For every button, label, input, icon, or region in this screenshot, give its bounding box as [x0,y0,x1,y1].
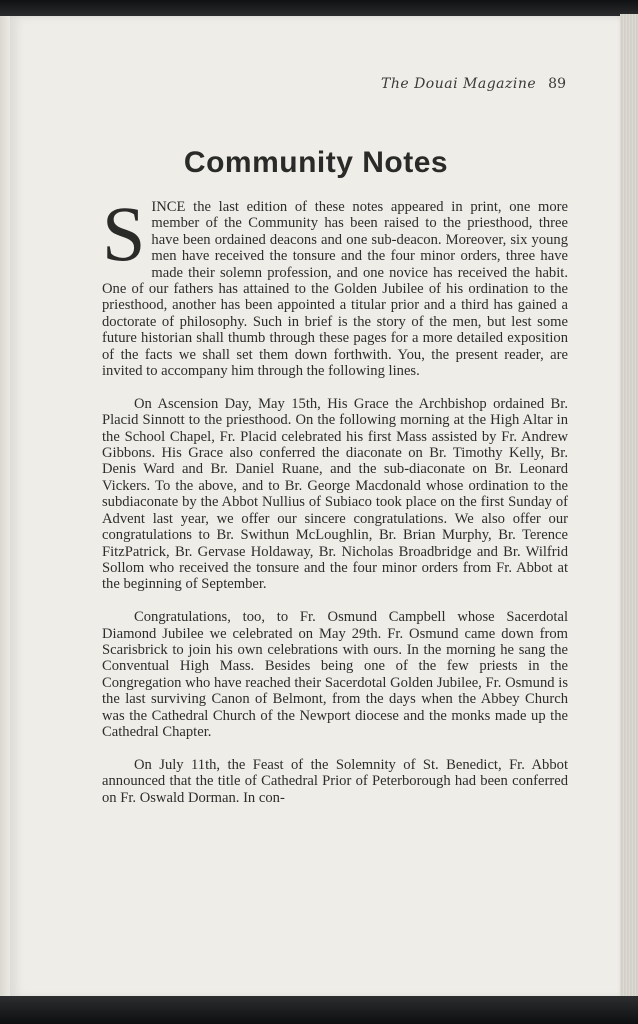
article-body [102,190,568,822]
paragraph-1-text: INCE the last edition of these notes appeared in print, one more member of the Community has been raised to the priesthood, three have been ordained deacons and one sub-deacon. Moreover, six young men have received the tonsure and the four minor orders, three have made their solemn profession, and one novice has received the habit. One of our fathers has attained to the Golden Jubilee of his ordination to the priesthood, another has been appointed a titular prior and a third has gained a doctorate of philosophy. Such in brief is the story of the men, but lest some future historian shall thumb through these pages for a more detailed exposition of the facts we shall set them down forthwith. You, the present reader, are invited to accompany him through the following lines. [102,199,568,380]
book-cover-bottom-edge [0,996,638,1024]
book-cover-top-edge [0,0,638,16]
magazine-title: The Douai Magazine [380,76,537,92]
paragraph-2: On Ascension Day, May 15th, His Grace the Archbishop ordained Br. Placid Sinnott to the priesthood. On the following morning at the High Altar in the School Chapel, Fr. Placid celebrated his first Mass assisted by Fr. Andrew Gibbons. His Grace also conferred the diaconate on Br. Timothy Kelly, Br. Denis Ward and Br. Daniel Ruane, and the sub-diaconate on Br. Leonard Vickers. To the above, and to Br. George Macdonald whose ordination to the subdiaconate by the Abbot Nullius of Subiaco took place on the first Sunday of Advent last year, we offer our sincere congratulations. We also offer our congratulations to Br. Swithun McLoughlin, Br. Brian Murphy, Br. Terence FitzPatrick, Br. Gervase Holdaway, Br. Nicholas Broadbridge and Br. Wilfrid Sollom who received the tonsure and the four minor orders from Fr. Abbot at the beginning of September. [102,395,568,593]
running-header [381,76,566,92]
magazine-page [10,16,622,998]
page-stack-edge [620,14,638,1004]
facing-page-edge [0,16,10,998]
paragraph-1 [102,190,568,380]
drop-cap: S [102,190,146,277]
article-title: Community Notes [183,146,449,179]
paragraph-4: On July 11th, the Feast of the Solemnity of St. Benedict, Fr. Abbot announced that the title of Cathedral Prior of Peterborough had been conferred on Fr. Oswald Dorman. In con- [102,756,568,806]
paragraph-3: Congratulations, too, to Fr. Osmund Campbell whose Sacerdotal Diamond Jubilee we celebrated on May 29th. Fr. Osmund came down from Scarisbrick to join his own celebrations with ours. In the morning he sang the Conventual High Mass. Besides being one of the few priests in the Congregation who have reached their Sacerdotal Golden Jubilee, Fr. Osmund is the last surviving Canon of Belmont, from the days when the Abbey Church was the Cathedral Church of the Newport diocese and the monks made up the Cathedral Chapter. [102,609,568,740]
page-number: 89 [548,76,566,92]
